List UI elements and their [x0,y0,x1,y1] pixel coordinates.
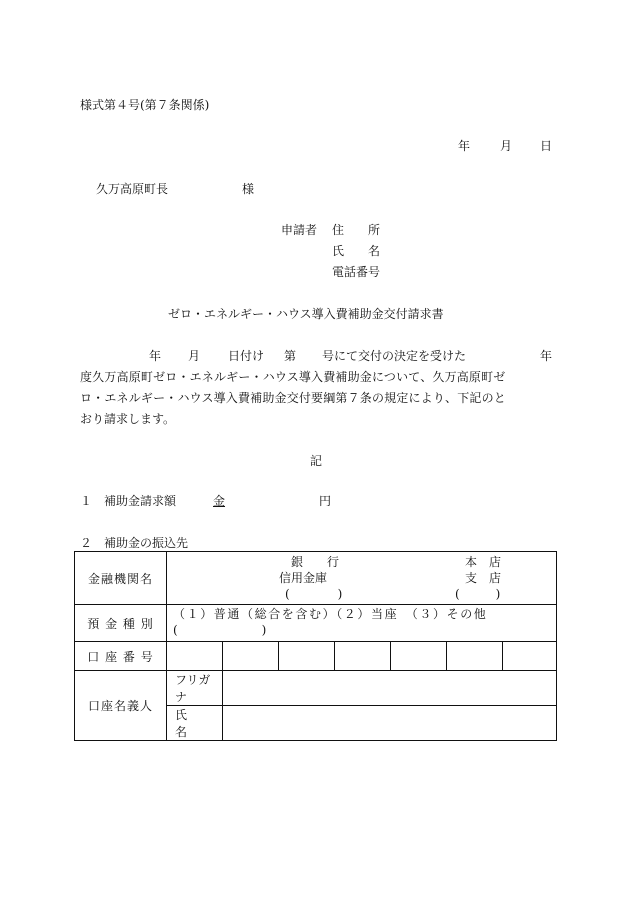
account-digit-7[interactable] [503,642,557,671]
addressee-name: 久万高原町長 [96,182,169,196]
item1-yen: 円 [318,494,331,508]
applicant-phone: 電話番号 [332,265,381,279]
holder-name-label: 氏 名 [167,706,223,741]
branch-type-other: ( ) [455,587,501,601]
body-day: 日付け [228,349,265,363]
body-year: 年 [149,349,162,363]
date-day: 日 [540,139,553,153]
ki-label: 記 [310,454,323,468]
account-digit-3[interactable] [279,642,335,671]
account-digit-6[interactable] [447,642,503,671]
branch-type-branch: 支 店 [465,571,502,585]
applicant-address: 住 所 [332,223,381,237]
deposit-type-label: 預 金 種 別 [75,605,167,642]
addressee-honorific: 様 [242,182,255,196]
account-holder-label: 口座名義人 [75,671,167,741]
body-line3: ロ・エネルギー・ハウス導入費補助金交付要綱第７条の規定により、下記のと [80,391,506,405]
account-digit-4[interactable] [335,642,391,671]
date-year: 年 [458,139,471,153]
bank-name-field[interactable] [167,552,557,605]
furigana-label: フリガナ [167,671,223,706]
bank-type-other: ( ) [285,587,343,601]
body-year2: 年 [540,349,553,363]
bank-transfer-table [74,551,557,741]
bank-name-label: 金融機関名 [75,552,167,605]
deposit-other-paren: ( ) [173,623,267,637]
body-month: 月 [188,349,201,363]
item2-label: ２ 補助金の振込先 [80,536,189,550]
body-text: 号にて交付の決定を受けた [322,349,467,363]
body-line2: 度久万高原町ゼロ・エネルギー・ハウス導入費補助金について、久万高原町ゼ [80,370,506,384]
deposit-options: （１）普通（総合を含む）（２）当座 （３）その他 [173,607,488,621]
bank-type-credit: 信用金庫 [279,571,328,585]
branch-type-main: 本 店 [465,555,502,569]
date-month: 月 [500,139,513,153]
account-digit-2[interactable] [223,642,279,671]
body-line4: おり請求します。 [80,412,176,426]
applicant-label: 申請者 [281,223,318,237]
deposit-type-field[interactable] [167,605,557,642]
body-number: 第 [284,349,297,363]
furigana-field[interactable] [223,671,557,706]
item1-amount-field[interactable] [213,494,331,508]
item1-label: １ 補助金請求額 [80,494,177,508]
item1-gold: 金 [213,494,226,508]
holder-name-field[interactable] [223,706,557,741]
bank-type-bank: 銀 行 [291,555,340,569]
account-digit-5[interactable] [391,642,447,671]
account-number-label: 口 座 番 号 [75,642,167,671]
account-digit-1[interactable] [167,642,223,671]
form-number: 様式第４号(第７条関係) [80,98,210,112]
applicant-name: 氏 名 [332,244,381,258]
document-title: ゼロ・エネルギー・ハウス導入費補助金交付請求書 [168,307,444,321]
